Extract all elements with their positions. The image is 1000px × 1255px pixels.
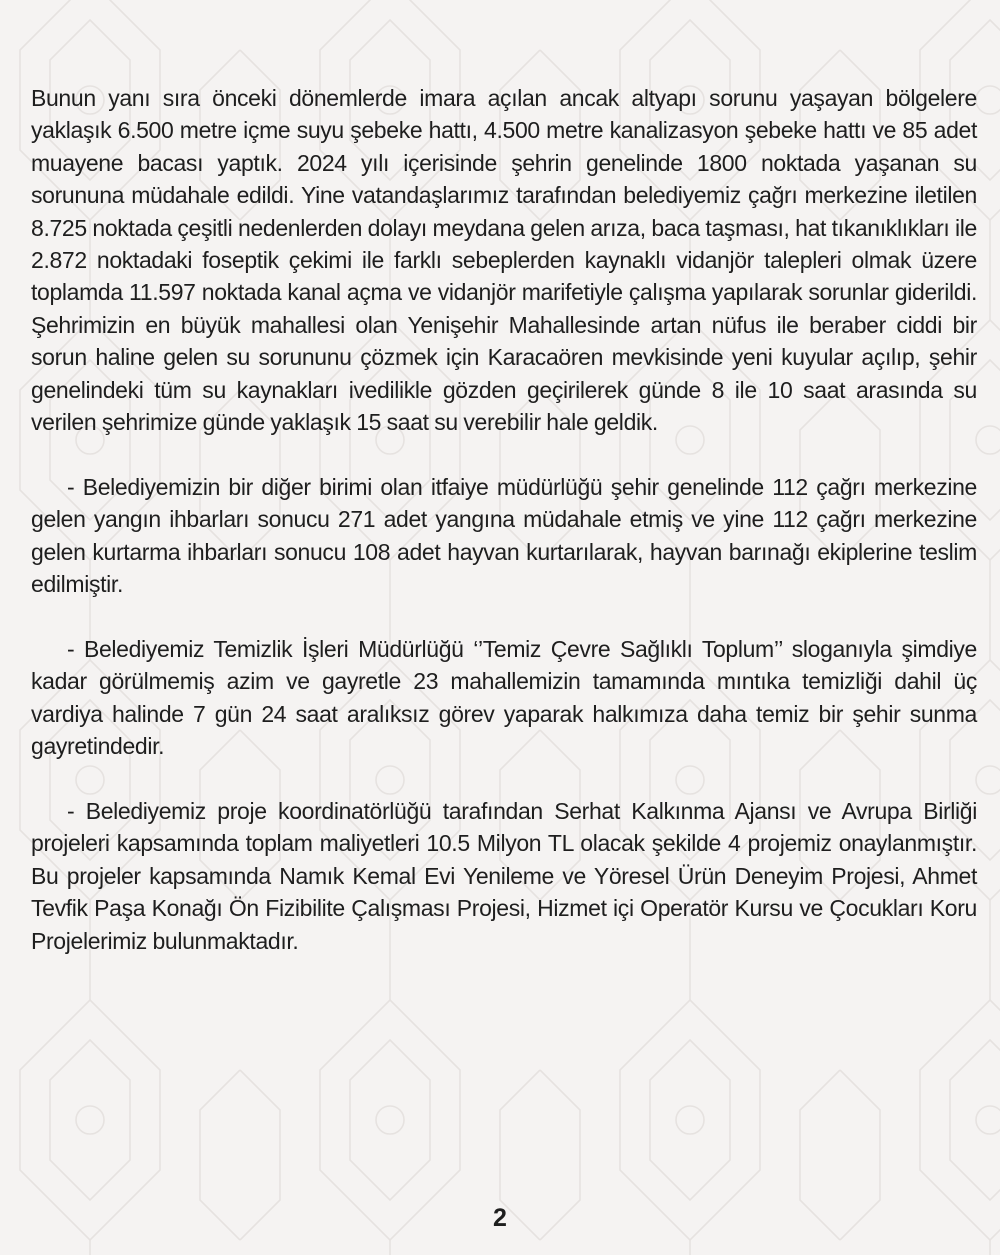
- page-number: 2: [493, 1204, 507, 1232]
- paragraph-fire-department: - Belediyemizin bir diğer birimi olan itfaiye müdürlüğü şehir genelinde 112 çağrı merkezine gelen yangın ihbarları sonucu 271 adet yangına müdahale etmiş ve yine 112 çağrı merkezine gelen kurtarma ihbarları sonucu 108 adet hayvan kurtarılarak, hayvan barınağı ekiplerine teslim edilmiştir.: [31, 473, 977, 598]
- paragraph-cleaning-department: - Belediyemiz Temizlik İşleri Müdürlüğü ‘’Temiz Çevre Sağlıklı Toplum’’ sloganıyla şimdiye kadar görülmemiş azim ve gayretle 23 mahallemizin tamamında mıntıka temizliği dahil üç vardiya halinde 7 gün 24 saat aralıksız görev yaparak halkımıza daha temiz bir şehir sunma gayretindedir.: [31, 635, 977, 760]
- paragraph-gap: [31, 600, 977, 632]
- document-body: [31, 82, 977, 957]
- paragraph-gap: [31, 763, 977, 795]
- paragraph-gap: [31, 438, 977, 470]
- paragraph-infrastructure: Bunun yanı sıra önceki dönemlerde imara açılan ancak altyapı sorunu yaşayan bölgelere yaklaşık 6.500 metre içme suyu şebeke hattı, 4.500 metre kanalizasyon şebeke hattı ve 85 adet muayene bacası yaptık. 2024 yılı içerisinde şehrin genelinde 1800 noktada yaşanan su sorununa müdahale edildi. Yine vatandaşlarımız tarafından belediyemiz çağrı merkezine iletilen 8.725 noktada çeşitli nedenlerden dolayı meydana gelen arıza, baca taşması, hat tıkanıklıkları ile 2.872 noktadaki foseptik çekimi ile farklı sebeplerden kaynaklı vidanjör talepleri olmak üzere toplamda 11.597 noktada kanal açma ve vidanjör marifetiyle çalışma yapılarak sorunlar giderildi. Şehrimizin en büyük mahallesi olan Yenişehir Mahallesinde artan nüfus ile beraber ciddi bir sorun haline gelen su sorununu çözmek için Karacaören mevkisinde yeni kuyular açılıp, şehir genelindeki tüm su kaynakları ivedilikle gözden geçirilerek günde 8 ile 10 saat arasında su verilen şehrimize günde yaklaşık 15 saat su verebilir hale geldik.: [31, 85, 977, 436]
- paragraph-project-coordination: - Belediyemiz proje koordinatörlüğü tarafından Serhat Kalkınma Ajansı ve Avrupa Birliği projeleri kapsamında toplam maliyetleri 10.5 Milyon TL olacak şekilde 4 projemiz onaylanmıştır. Bu projeler kapsamında Namık Kemal Evi Yenileme ve Yöresel Ürün Deneyim Projesi, Ahmet Tevfik Paşa Konağı Ön Fizibilite Çalışması Projesi, Hizmet içi Operatör Kursu ve Çocukları Koru Projelerimiz bulunmaktadır.: [31, 797, 977, 954]
